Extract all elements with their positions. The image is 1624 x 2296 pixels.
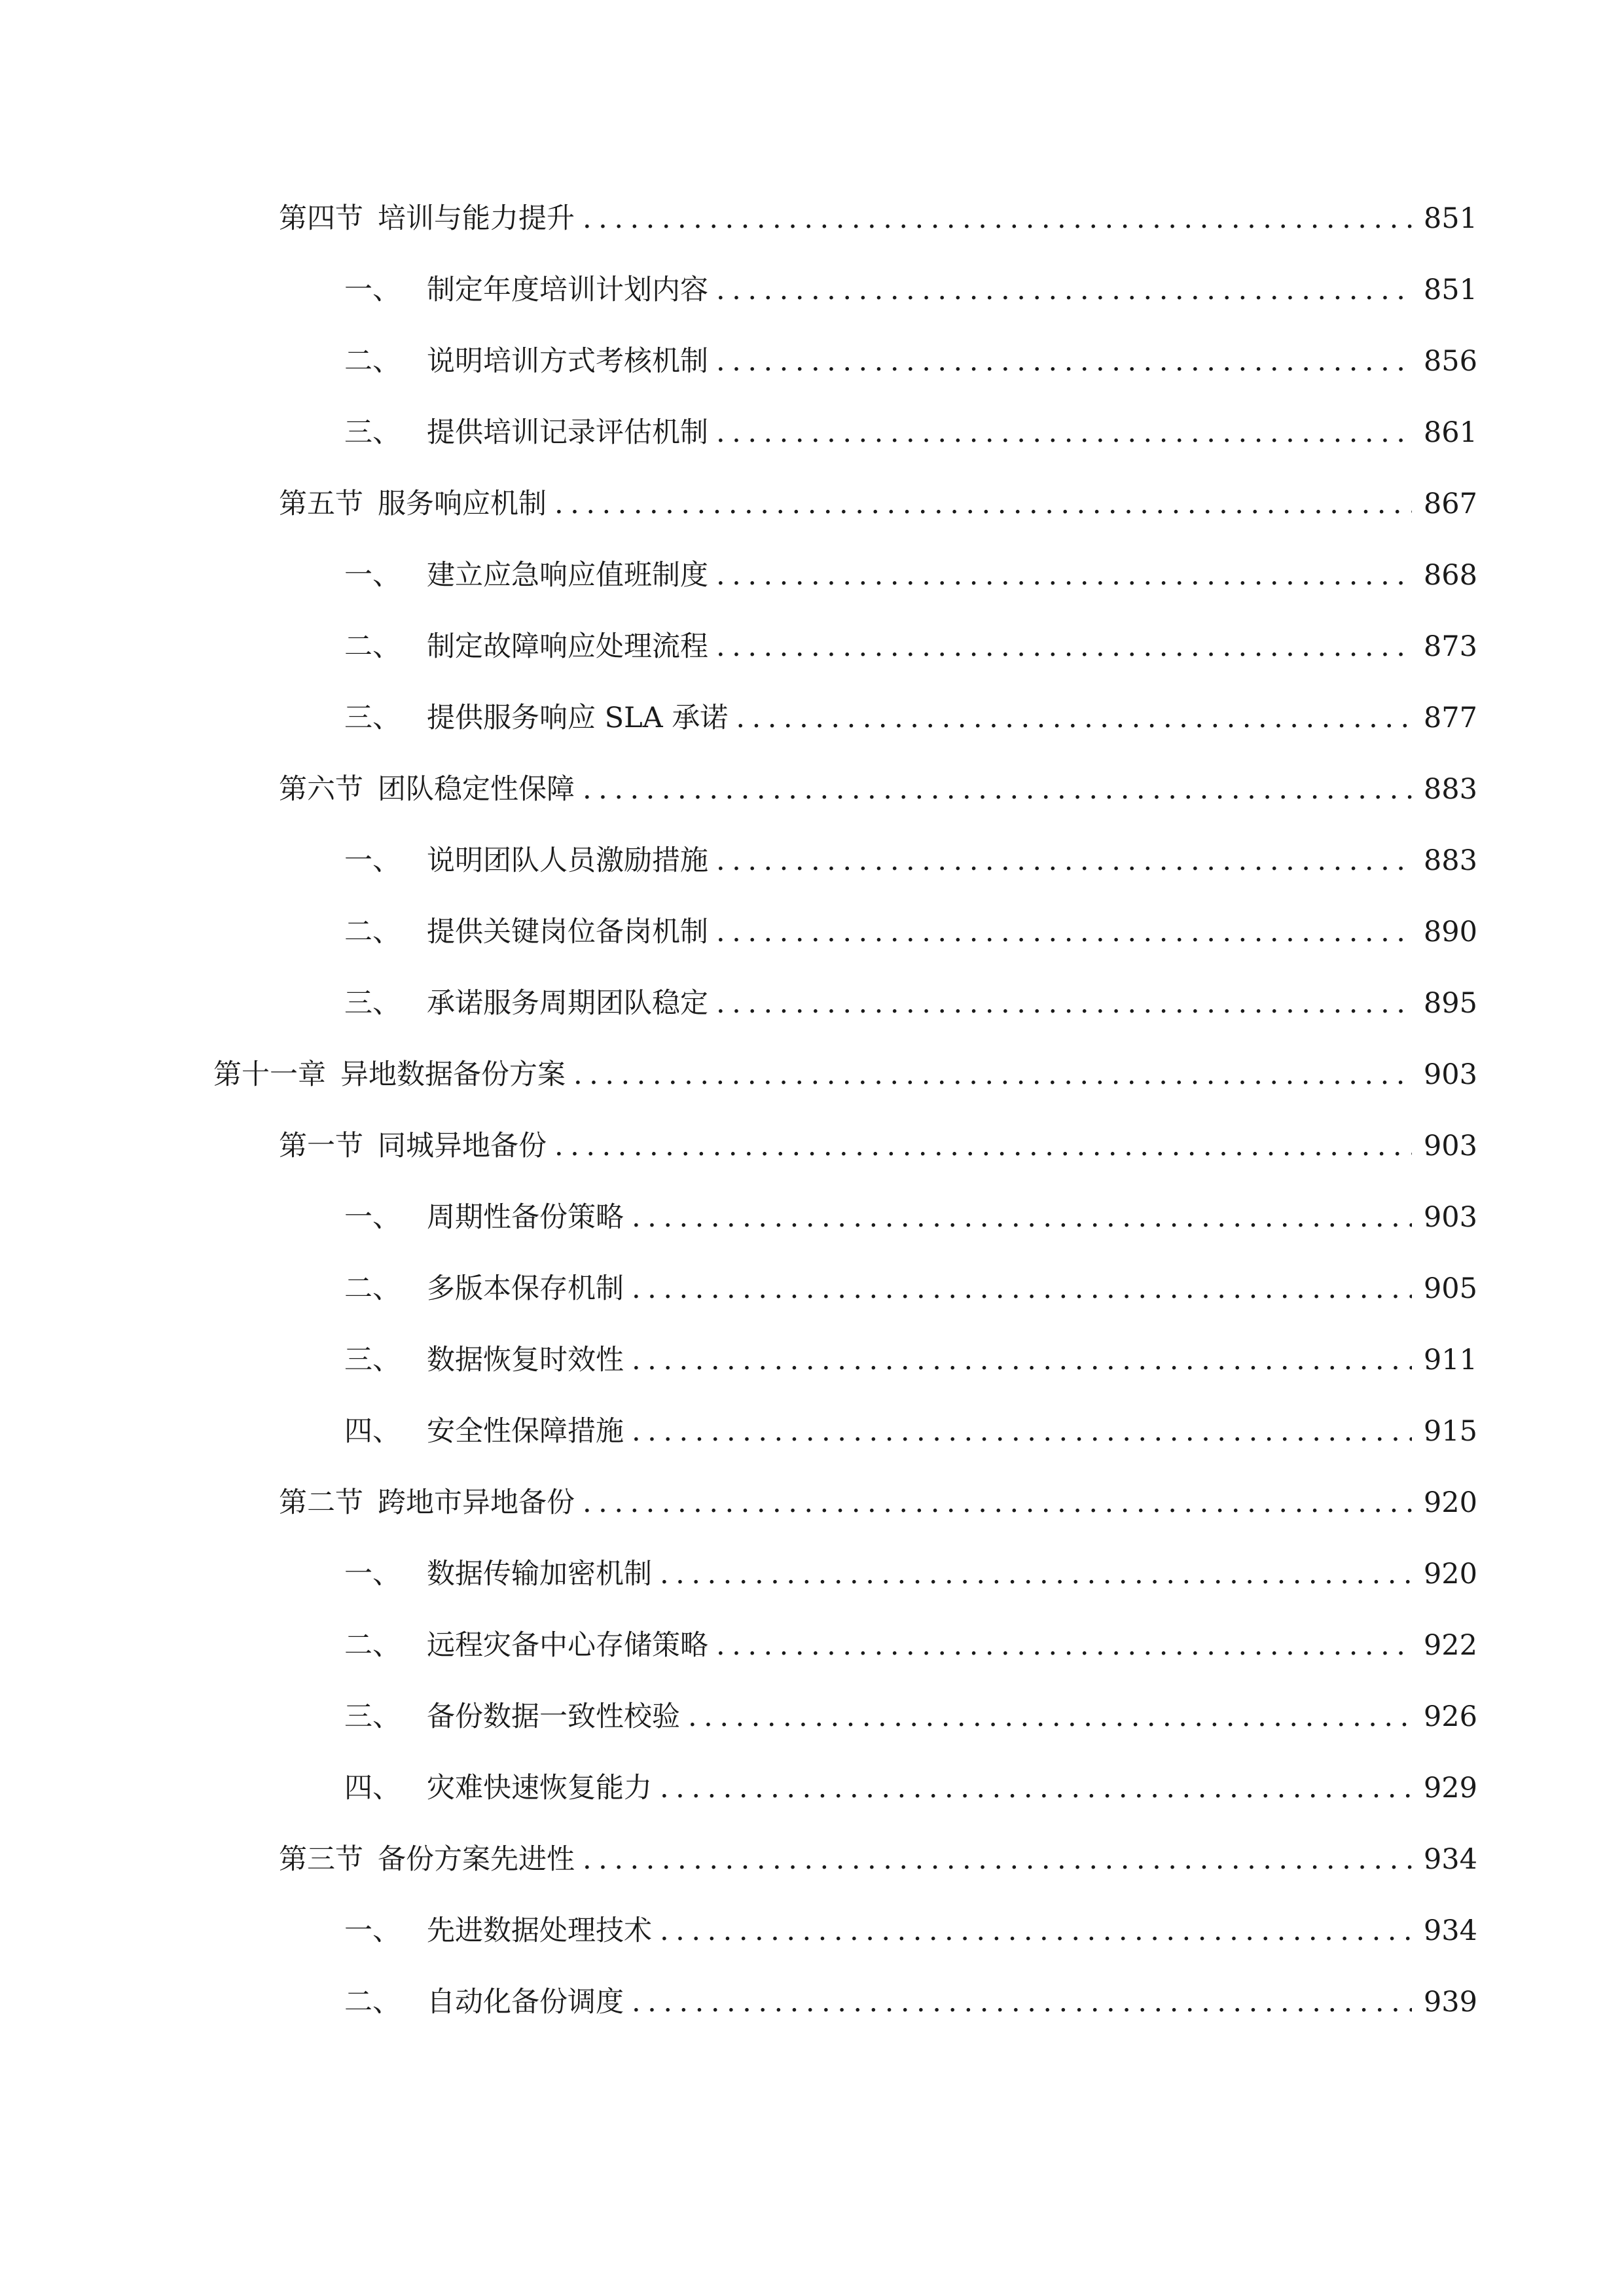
toc-entry[interactable] [344,623,1477,670]
entry-title: 说明培训方式考核机制 [427,345,708,378]
entry-page-number: 903 [1423,1201,1477,1234]
toc-entry[interactable] [344,552,1477,599]
toc-entry[interactable] [344,1622,1477,1669]
entry-title: 说明团队人员激励措施 [427,844,708,877]
dot-leader [716,266,1412,314]
toc-entry[interactable] [279,1122,1477,1170]
dot-leader [660,1551,1412,1598]
dot-leader [632,1408,1412,1455]
entry-label: 二、 [344,1629,401,1662]
entry-title: 培训与能力提升 [378,202,575,235]
entry-page-number: 890 [1423,916,1477,948]
toc-entry[interactable] [344,1765,1477,1812]
entry-title: 数据传输加密机制 [427,1558,652,1590]
entry-title: 同城异地备份 [378,1130,547,1162]
entry-label: 一、 [344,1201,401,1234]
dot-leader [554,1122,1412,1170]
entry-page-number: 883 [1423,844,1477,877]
entry-label: 一、 [344,274,401,306]
toc-entry[interactable] [344,1336,1477,1384]
entry-page-number: 926 [1423,1700,1477,1733]
entry-title: 远程灾备中心存储策略 [427,1629,708,1662]
entry-title: 数据恢复时效性 [427,1344,624,1376]
dot-leader [583,766,1412,813]
entry-label: 一、 [344,1558,401,1590]
entry-label: 第十一章 [213,1058,326,1091]
entry-label: 三、 [344,416,401,449]
dot-leader [554,480,1412,528]
dot-leader [632,1265,1412,1312]
entry-page-number: 915 [1423,1415,1477,1448]
toc-entry[interactable] [213,1051,1477,1098]
dot-leader [632,1336,1412,1384]
entry-title: 提供服务响应 SLA 承诺 [427,702,729,734]
dot-leader [716,623,1412,670]
dot-leader [716,409,1412,456]
entry-label: 三、 [344,702,401,734]
dot-leader [583,1836,1412,1883]
toc-entry[interactable] [344,338,1477,385]
toc-entry[interactable] [344,980,1477,1027]
entry-title: 跨地市异地备份 [378,1486,575,1519]
entry-page-number: 856 [1423,345,1477,378]
entry-page-number: 861 [1423,416,1477,449]
entry-title: 制定年度培训计划内容 [427,274,708,306]
entry-page-number: 868 [1423,559,1477,592]
toc-entry[interactable] [344,1693,1477,1740]
entry-page-number: 903 [1423,1130,1477,1162]
entry-label: 二、 [344,1986,401,2018]
entry-label: 四、 [344,1772,401,1804]
toc-entry[interactable] [279,766,1477,813]
dot-leader [573,1051,1412,1098]
entry-label: 第一节 [279,1130,363,1162]
entry-page-number: 922 [1423,1629,1477,1662]
dot-leader [660,1907,1412,1954]
entry-title: 备份方案先进性 [378,1843,575,1876]
entry-title: 安全性保障措施 [427,1415,624,1448]
dot-leader [716,837,1412,884]
toc-entry[interactable] [344,1551,1477,1598]
dot-leader [716,552,1412,599]
entry-label: 二、 [344,916,401,948]
entry-label: 二、 [344,630,401,663]
dot-leader [583,195,1412,242]
dot-leader [632,1979,1412,2026]
entry-label: 一、 [344,1914,401,1947]
entry-page-number: 920 [1423,1486,1477,1519]
entry-page-number: 867 [1423,488,1477,520]
entry-title: 承诺服务周期团队稳定 [427,987,708,1020]
toc-entry[interactable] [344,1194,1477,1241]
toc-entry[interactable] [279,1479,1477,1526]
entry-label: 第六节 [279,773,363,806]
toc-entry[interactable] [279,195,1477,242]
entry-label: 二、 [344,1272,401,1305]
entry-title: 团队稳定性保障 [378,773,575,806]
entry-title: 制定故障响应处理流程 [427,630,708,663]
entry-label: 三、 [344,1700,401,1733]
entry-label: 三、 [344,987,401,1020]
toc-entry[interactable] [344,1265,1477,1312]
dot-leader [716,1622,1412,1669]
entry-page-number: 851 [1423,202,1477,235]
entry-page-number: 920 [1423,1558,1477,1590]
entry-label: 一、 [344,559,401,592]
dot-leader [716,980,1412,1027]
toc-entry[interactable] [344,1907,1477,1954]
entry-title: 自动化备份调度 [427,1986,624,2018]
entry-page-number: 883 [1423,773,1477,806]
entry-label: 第四节 [279,202,363,235]
dot-leader [583,1479,1412,1526]
entry-label: 第五节 [279,488,363,520]
dot-leader [688,1693,1412,1740]
entry-title: 先进数据处理技术 [427,1914,652,1947]
entry-title: 提供培训记录评估机制 [427,416,708,449]
entry-page-number: 905 [1423,1272,1477,1305]
dot-leader [632,1194,1412,1241]
entry-title: 灾难快速恢复能力 [427,1772,652,1804]
entry-title: 备份数据一致性校验 [427,1700,680,1733]
entry-title: 多版本保存机制 [427,1272,624,1305]
entry-page-number: 934 [1423,1843,1477,1876]
dot-leader [716,908,1412,956]
toc-entry[interactable] [344,409,1477,456]
entry-page-number: 851 [1423,274,1477,306]
entry-label: 第二节 [279,1486,363,1519]
entry-title: 服务响应机制 [378,488,547,520]
toc-entry[interactable] [344,266,1477,314]
toc-entry[interactable] [344,837,1477,884]
entry-page-number: 934 [1423,1914,1477,1947]
toc-entry[interactable] [344,1408,1477,1455]
toc-entry[interactable] [344,1979,1477,2026]
entry-title: 提供关键岗位备岗机制 [427,916,708,948]
entry-page-number: 895 [1423,987,1477,1020]
entry-label: 二、 [344,345,401,378]
entry-label: 三、 [344,1344,401,1376]
entry-page-number: 939 [1423,1986,1477,2018]
dot-leader [716,338,1412,385]
entry-page-number: 903 [1423,1058,1477,1091]
entry-label: 一、 [344,844,401,877]
entry-title: 异地数据备份方案 [340,1058,566,1091]
toc-entry[interactable] [344,908,1477,956]
entry-page-number: 877 [1423,702,1477,734]
toc-entry[interactable] [344,694,1477,742]
dot-leader [736,694,1412,742]
entry-label: 四、 [344,1415,401,1448]
entry-page-number: 929 [1423,1772,1477,1804]
toc-entry[interactable] [279,1836,1477,1883]
entry-page-number: 873 [1423,630,1477,663]
entry-page-number: 911 [1423,1344,1477,1376]
entry-title: 周期性备份策略 [427,1201,624,1234]
toc-entry[interactable] [279,480,1477,528]
entry-title: 建立应急响应值班制度 [427,559,708,592]
dot-leader [660,1765,1412,1812]
entry-label: 第三节 [279,1843,363,1876]
